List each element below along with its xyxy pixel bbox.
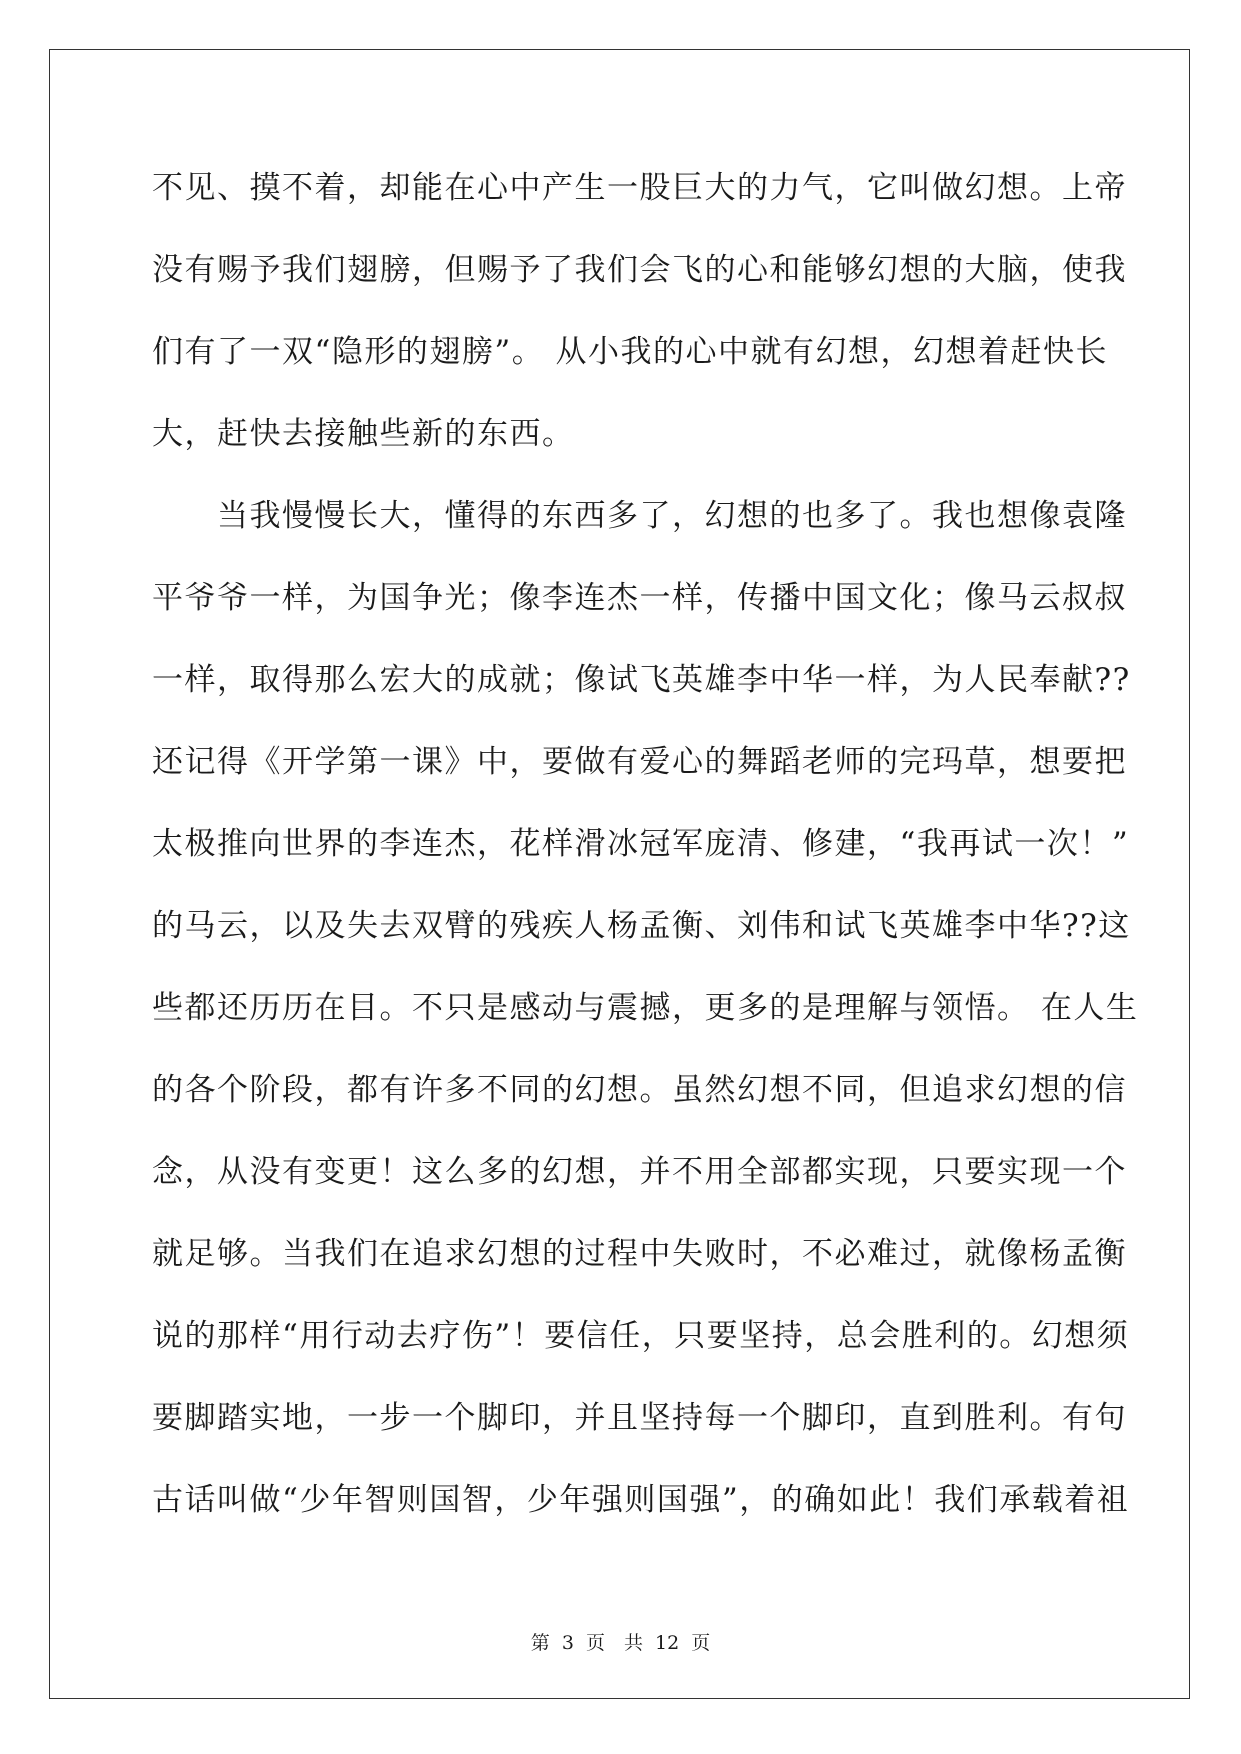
text-line: 一样，取得那么宏大的成就；像试飞英雄李中华一样，为人民奉献??	[152, 662, 1131, 698]
text-line: 念，从没有变更！这么多的幻想，并不用全部都实现，只要实现一个	[152, 1154, 1127, 1190]
text-line: 的各个阶段，都有许多不同的幻想。虽然幻想不同，但追求幻想的信	[152, 1072, 1127, 1108]
page-footer: 第 3 页 共 12 页	[530, 1632, 711, 1654]
text-line: 还记得《开学第一课》中，要做有爱心的舞蹈老师的完玛草，想要把	[152, 744, 1127, 780]
text-line: 说的那样“用行动去疗伤”！要信任，只要坚持，总会胜利的。幻想须	[152, 1318, 1130, 1354]
text-line: 要脚踏实地，一步一个脚印，并且坚持每一个脚印，直到胜利。有句	[152, 1400, 1127, 1436]
text-line: 当我慢慢长大，懂得的东西多了，幻想的也多了。我也想像袁隆	[152, 498, 1127, 534]
text-line: 些都还历历在目。不只是感动与震撼，更多的是理解与领悟。 在人生	[152, 990, 1139, 1026]
text-line: 就足够。当我们在追求幻想的过程中失败时，不必难过，就像杨孟衡	[152, 1236, 1127, 1272]
text-line: 不见、摸不着，却能在心中产生一股巨大的力气，它叫做幻想。上帝	[152, 170, 1127, 206]
text-line: 们有了一双“隐形的翅膀”。 从小我的心中就有幻想，幻想着赶快长	[152, 334, 1109, 370]
text-line: 大，赶快去接触些新的东西。	[152, 416, 575, 452]
text-line: 的马云，以及失去双臂的残疾人杨孟衡、刘伟和试飞英雄李中华??这	[152, 908, 1131, 944]
text-line: 古话叫做“少年智则国智，少年强则国强”，的确如此！我们承载着祖	[152, 1482, 1130, 1518]
text-line: 没有赐予我们翅膀，但赐予了我们会飞的心和能够幻想的大脑，使我	[152, 252, 1127, 288]
text-line: 太极推向世界的李连杰，花样滑冰冠军庞清、修建，“我再试一次！”	[152, 826, 1130, 862]
document-body	[152, 164, 1139, 1558]
text-line: 平爷爷一样，为国争光；像李连杰一样，传播中国文化；像马云叔叔	[152, 580, 1127, 616]
